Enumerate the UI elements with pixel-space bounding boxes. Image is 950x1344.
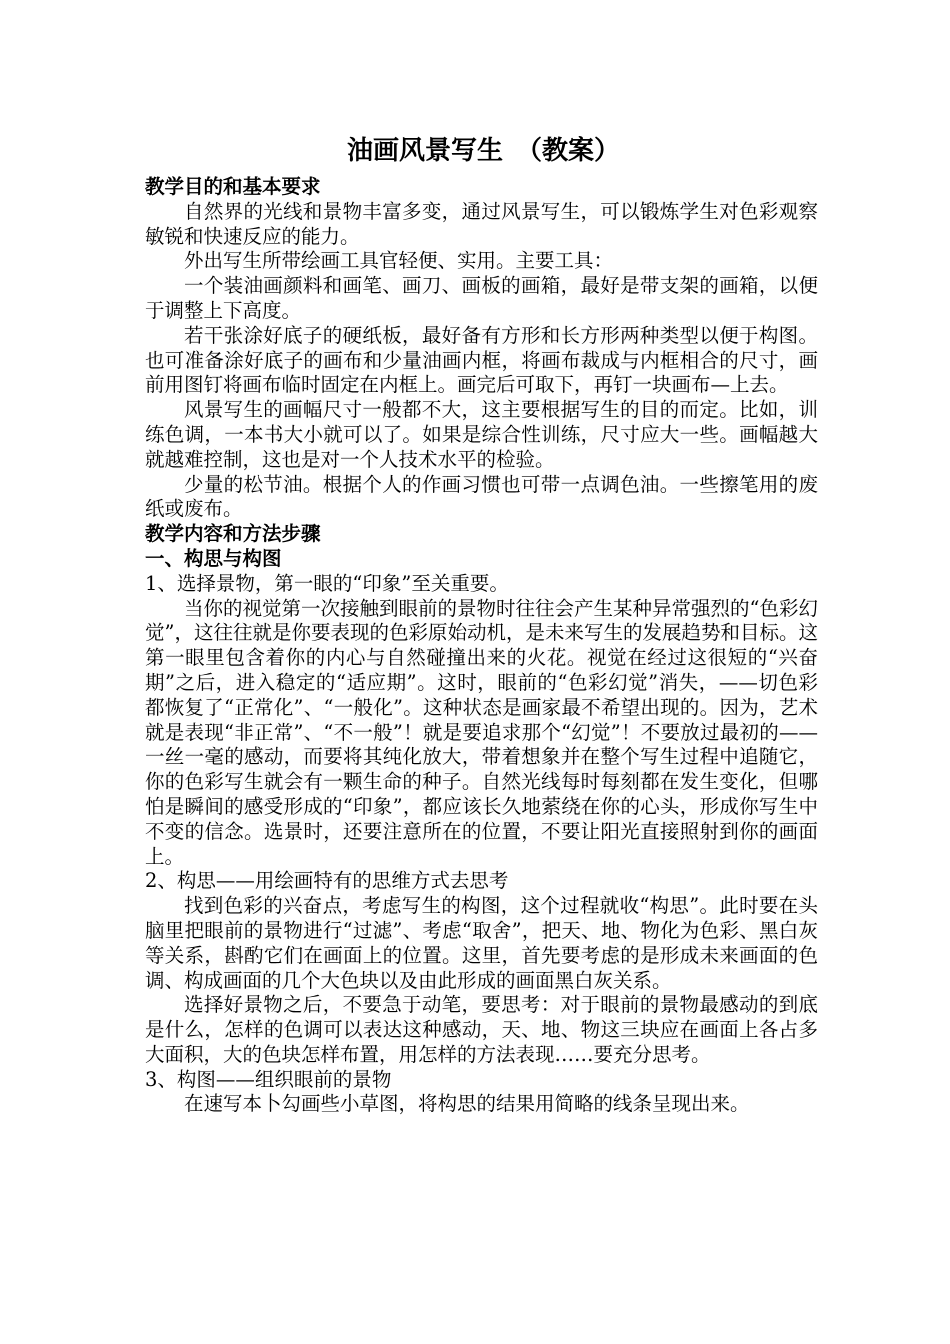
document-title: 油画风景写生 （教案） [346, 136, 620, 166]
objectives-heading: 教学目的和基本要求 [145, 175, 321, 198]
objectives-paragraph-3: 一个装油画颜料和画笔、画刀、画板的画箱，最好是带支架的画箱，以便于调整上下高度。 [145, 274, 818, 322]
item2-paragraph-1: 找到色彩的兴奋点，考虑写生的构图，这个过程就收“构思”。此时要在头脑里把眼前的景物进行“过滤”、考虑“取舍”，把天、地、物化为色彩、黑白灰等关系，斟酌它们在画面上的位置。这里，首先要考虑的是形成未来画面的色调、构成画面的几个大色块以及由此形成的画面黑白灰关系。 [145, 894, 818, 992]
item1-heading: 1、选择景物，第一眼的“印象”至关重要。 [145, 571, 509, 595]
objectives-paragraph-1: 自然界的光线和景物丰富多变，通过风景写生，可以锻炼学生对色彩观察敏锐和快速反应的能力。 [145, 199, 818, 248]
objectives-paragraph-2: 外出写生所带绘画工具官轻便、实用。主要工具： [184, 249, 614, 273]
objectives-paragraph-4: 若干张涂好底子的硬纸板，最好备有方形和长方形两种类型以便于构图。也可准备涂好底子的画布和少量油画内框，将画布裁成与内框相合的尺寸，画前用图钉将画布临时固定在内框上。画完后可取下，再钉一块画布—上去。 [145, 323, 818, 397]
item1-paragraph: 当你的视觉第一次接触到眼前的景物时往往会产生某种异常强烈的“色彩幻觉”，这往往就是你要表现的色彩原始动机，是未来写生的发展趋势和目标。这第一眼里包含着你的内心与自然碰撞出来的火花。视觉在经过这很短的“兴奋期”之后，进入稳定的“适应期”。这时，眼前的“色彩幻觉”消失，——切色彩都恢复了“正常化”、“一般化”。这种状态是画家最不希望出现的。因为，艺术就是表现“非正常”、“不一般”！就是要追求那个“幻觉”！不要放过最初的——一丝一毫的感动，而要将其纯化放大，带着想象并在整个写生过程中追随它，你的色彩写生就会有一颗生命的种子。自然光线每时每刻都在发生变化，但哪怕是瞬间的感受形成的“印象”，都应该长久地萦绕在你的心头，形成你写生中不变的信念。选景时，还要注意所在的位置，不要让阳光直接照射到你的画面上。 [145, 596, 818, 868]
objectives-paragraph-6: 少量的松节油。根据个人的作画习惯也可带一点调色油。一些擦笔用的废纸或废布。 [145, 472, 818, 521]
part1-heading: 一、构思与构图 [145, 546, 282, 570]
objectives-paragraph-5: 风景写生的画幅尺寸一般都不大，这主要根据写生的目的而定。比如，训练色调，一本书大小就可以了。如果是综合性训练，尺寸应大一些。画幅越大就越难控制，这也是对一个人技术水平的检验。 [145, 398, 818, 471]
item2-heading: 2、构思——用绘画特有的思维方式去思考 [145, 869, 509, 893]
content-heading: 教学内容和方法步骤 [145, 522, 321, 546]
item3-heading: 3、构图——组织眼前的景物 [145, 1067, 392, 1091]
item3-paragraph: 在速写本卜勾画些小草图，将构思的结果用简略的线条呈现出来。 [184, 1092, 750, 1116]
item2-paragraph-2: 选择好景物之后，不要急于动笔，要思考：对于眼前的景物最感动的到底是什么，怎样的色调可以表达这种感动，天、地、物这三块应在画面上各占多大面积，大的色块怎样布置，用怎样的方法表现……要充分思考。 [145, 993, 818, 1066]
